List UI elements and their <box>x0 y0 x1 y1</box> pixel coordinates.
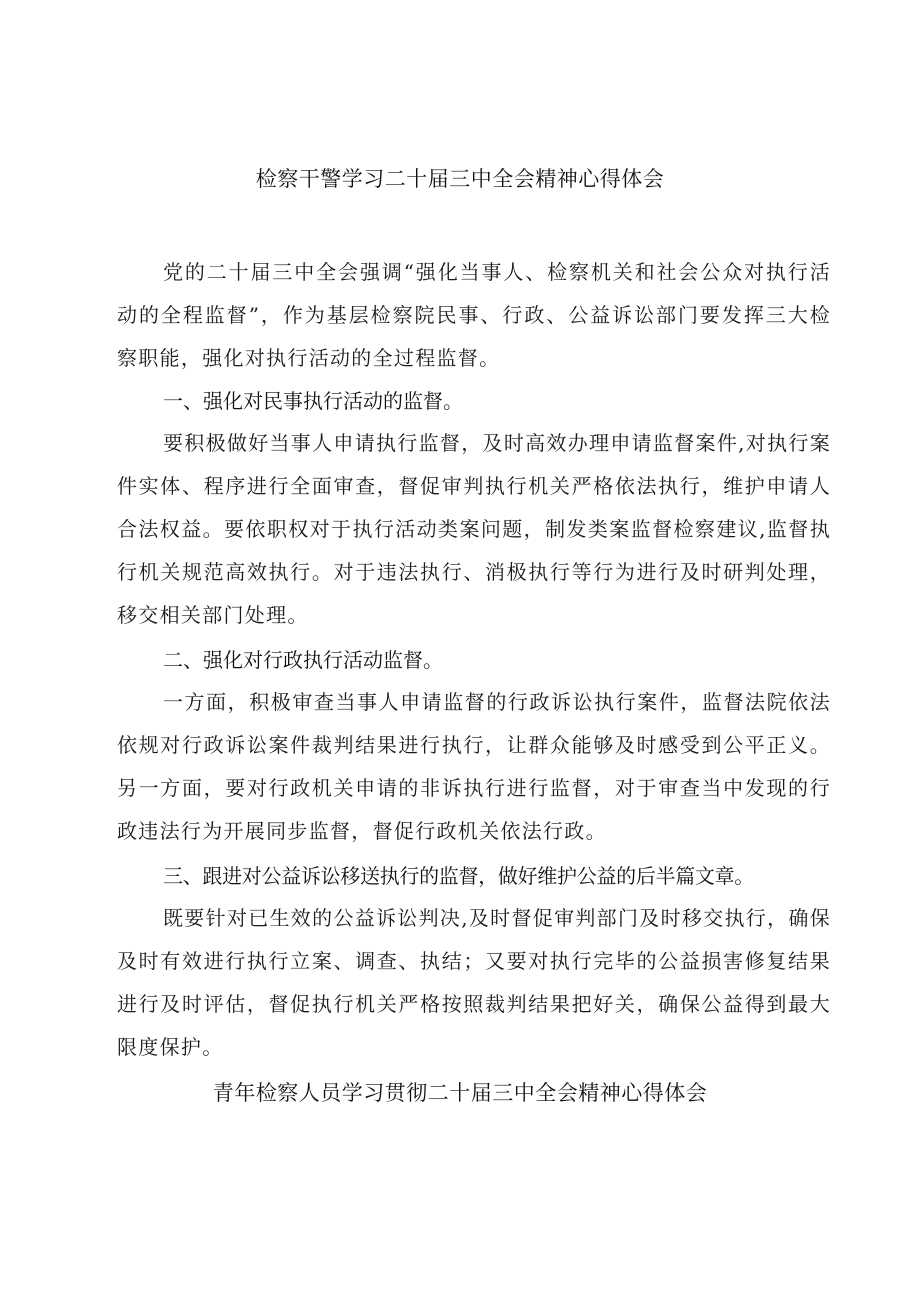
section-3-paragraph: 既要针对已生效的公益诉讼判决,及时督促审判部门及时移交执行，确保及时有效进行执行立案、调查、执结；又要对执行完毕的公益损害修复结果进行及时评估，督促执行机关严格按照裁判结果把好关，确保公益得到最大限度保护。 <box>117 906 831 1059</box>
section-3-heading: 三、跟进对公益诉讼移送执行的监督，做好维护公益的后半篇文章。 <box>163 864 754 888</box>
section-2-block <box>117 681 831 853</box>
section-2-paragraph: 一方面，积极审查当事人申请监督的行政诉讼执行案件，监督法院依法依规对行政诉讼案件裁判结果进行执行，让群众能够及时感受到公平正义。另一方面，要对行政机关申请的非诉执行进行监督，对于审查当中发现的行政违法行为开展同步监督，督促行政机关依法行政。 <box>117 690 831 843</box>
section-3-block <box>117 897 831 1069</box>
intro-block <box>117 251 831 380</box>
next-document-title: 青年检察人员学习贯彻二十届三中全会精神心得体会 <box>212 1081 708 1105</box>
section-1-heading: 一、强化对民事执行活动的监督。 <box>163 389 463 413</box>
section-1-paragraph: 要积极做好当事人申请执行监督，及时高效办理申请监督案件,对执行案件实体、程序进行全面审查，督促审判执行机关严格依法执行，维护申请人合法权益。要依职权对于执行活动类案问题，制发类案监督检察建议,监督执行机关规范高效执行。对于违法执行、消极执行等行为进行及时研判处理，移交相关部门处理。 <box>117 431 831 627</box>
intro-paragraph: 党的二十届三中全会强调“强化当事人、检察机关和社会公众对执行活动的全程监督”，作为基层检察院民事、行政、公益诉讼部门要发挥三大检察职能，强化对执行活动的全过程监督。 <box>117 260 831 370</box>
section-1-block <box>117 422 831 637</box>
document-title: 检察干警学习二十届三中全会精神心得体会 <box>255 167 665 191</box>
section-2-heading: 二、强化对行政执行活动监督。 <box>163 648 443 672</box>
